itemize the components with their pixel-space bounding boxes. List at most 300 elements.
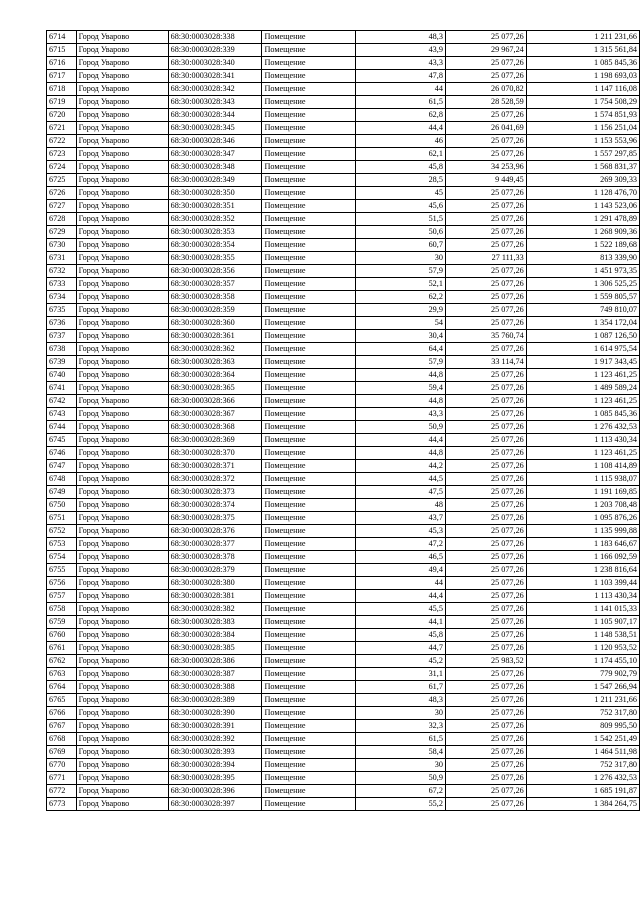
table-row (47, 447, 640, 460)
unit-value-cell: 25 077,26 (445, 590, 526, 603)
unit-value-cell: 25 077,26 (445, 720, 526, 733)
locality-cell: Город Уварово (76, 408, 168, 421)
area-cell: 32,3 (355, 720, 445, 733)
object-type-cell: Помещение (262, 70, 355, 83)
row-number-cell: 6743 (47, 408, 77, 421)
object-type-cell: Помещение (262, 317, 355, 330)
object-type-cell: Помещение (262, 603, 355, 616)
unit-value-cell: 27 111,33 (445, 252, 526, 265)
row-number-cell: 6719 (47, 96, 77, 109)
table-row (47, 603, 640, 616)
locality-cell: Город Уварово (76, 382, 168, 395)
row-number-cell: 6738 (47, 343, 77, 356)
table-row (47, 239, 640, 252)
locality-cell: Город Уварово (76, 57, 168, 70)
table-row (47, 759, 640, 772)
property-table (46, 30, 640, 811)
unit-value-cell: 25 077,26 (445, 369, 526, 382)
cadastral-value-cell: 749 810,07 (526, 304, 639, 317)
cadastral-number-cell: 68:30:0003028:373 (168, 486, 262, 499)
cadastral-number-cell: 68:30:0003028:378 (168, 551, 262, 564)
area-cell: 45,6 (355, 200, 445, 213)
row-number-cell: 6751 (47, 512, 77, 525)
row-number-cell: 6747 (47, 460, 77, 473)
cadastral-value-cell: 1 568 831,37 (526, 161, 639, 174)
unit-value-cell: 25 077,26 (445, 434, 526, 447)
unit-value-cell: 25 077,26 (445, 733, 526, 746)
table-row (47, 200, 640, 213)
locality-cell: Город Уварово (76, 447, 168, 460)
table-row (47, 707, 640, 720)
cadastral-value-cell: 1 174 455,10 (526, 655, 639, 668)
row-number-cell: 6772 (47, 785, 77, 798)
unit-value-cell: 25 077,26 (445, 577, 526, 590)
table-row (47, 122, 640, 135)
object-type-cell: Помещение (262, 109, 355, 122)
cadastral-number-cell: 68:30:0003028:363 (168, 356, 262, 369)
area-cell: 47,2 (355, 538, 445, 551)
cadastral-number-cell: 68:30:0003028:391 (168, 720, 262, 733)
unit-value-cell: 25 077,26 (445, 304, 526, 317)
area-cell: 62,1 (355, 148, 445, 161)
object-type-cell: Помещение (262, 564, 355, 577)
unit-value-cell: 25 077,26 (445, 798, 526, 811)
locality-cell: Город Уварово (76, 733, 168, 746)
object-type-cell: Помещение (262, 239, 355, 252)
object-type-cell: Помещение (262, 174, 355, 187)
row-number-cell: 6736 (47, 317, 77, 330)
cadastral-value-cell: 1 268 909,36 (526, 226, 639, 239)
cadastral-number-cell: 68:30:0003028:385 (168, 642, 262, 655)
row-number-cell: 6765 (47, 694, 77, 707)
table-row (47, 109, 640, 122)
unit-value-cell: 25 077,26 (445, 551, 526, 564)
object-type-cell: Помещение (262, 473, 355, 486)
unit-value-cell: 25 077,26 (445, 707, 526, 720)
cadastral-number-cell: 68:30:0003028:388 (168, 681, 262, 694)
table-row (47, 668, 640, 681)
locality-cell: Город Уварово (76, 109, 168, 122)
area-cell: 30 (355, 707, 445, 720)
table-row (47, 538, 640, 551)
unit-value-cell: 25 077,26 (445, 187, 526, 200)
unit-value-cell: 25 077,26 (445, 278, 526, 291)
locality-cell: Город Уварово (76, 174, 168, 187)
cadastral-number-cell: 68:30:0003028:364 (168, 369, 262, 382)
cadastral-value-cell: 1 085 845,36 (526, 57, 639, 70)
area-cell: 28,5 (355, 174, 445, 187)
row-number-cell: 6715 (47, 44, 77, 57)
row-number-cell: 6757 (47, 590, 77, 603)
table-row (47, 291, 640, 304)
row-number-cell: 6734 (47, 291, 77, 304)
cadastral-value-cell: 1 291 478,89 (526, 213, 639, 226)
object-type-cell: Помещение (262, 395, 355, 408)
cadastral-value-cell: 1 489 589,24 (526, 382, 639, 395)
cadastral-value-cell: 1 211 231,66 (526, 694, 639, 707)
object-type-cell: Помещение (262, 278, 355, 291)
table-row (47, 642, 640, 655)
cadastral-number-cell: 68:30:0003028:340 (168, 57, 262, 70)
cadastral-number-cell: 68:30:0003028:341 (168, 70, 262, 83)
cadastral-number-cell: 68:30:0003028:392 (168, 733, 262, 746)
cadastral-value-cell: 1 754 508,29 (526, 96, 639, 109)
locality-cell: Город Уварово (76, 434, 168, 447)
cadastral-value-cell: 1 103 399,44 (526, 577, 639, 590)
unit-value-cell: 25 077,26 (445, 135, 526, 148)
cadastral-value-cell: 1 557 297,85 (526, 148, 639, 161)
cadastral-value-cell: 1 148 538,51 (526, 629, 639, 642)
row-number-cell: 6728 (47, 213, 77, 226)
object-type-cell: Помещение (262, 629, 355, 642)
area-cell: 44,4 (355, 590, 445, 603)
area-cell: 61,5 (355, 733, 445, 746)
locality-cell: Город Уварово (76, 798, 168, 811)
table-row (47, 135, 640, 148)
row-number-cell: 6720 (47, 109, 77, 122)
table-row (47, 733, 640, 746)
table-row (47, 629, 640, 642)
locality-cell: Город Уварово (76, 772, 168, 785)
unit-value-cell: 25 077,26 (445, 694, 526, 707)
table-row (47, 161, 640, 174)
locality-cell: Город Уварово (76, 785, 168, 798)
cadastral-number-cell: 68:30:0003028:371 (168, 460, 262, 473)
cadastral-number-cell: 68:30:0003028:347 (168, 148, 262, 161)
locality-cell: Город Уварово (76, 161, 168, 174)
area-cell: 44,4 (355, 122, 445, 135)
unit-value-cell: 25 077,26 (445, 265, 526, 278)
cadastral-value-cell: 752 317,80 (526, 759, 639, 772)
object-type-cell: Помещение (262, 525, 355, 538)
cadastral-value-cell: 1 108 414,89 (526, 460, 639, 473)
cadastral-value-cell: 1 123 461,25 (526, 447, 639, 460)
area-cell: 62,8 (355, 109, 445, 122)
cadastral-number-cell: 68:30:0003028:344 (168, 109, 262, 122)
cadastral-value-cell: 1 143 523,06 (526, 200, 639, 213)
locality-cell: Город Уварово (76, 278, 168, 291)
unit-value-cell: 25 077,26 (445, 226, 526, 239)
row-number-cell: 6717 (47, 70, 77, 83)
area-cell: 44,5 (355, 473, 445, 486)
object-type-cell: Помещение (262, 694, 355, 707)
cadastral-number-cell: 68:30:0003028:345 (168, 122, 262, 135)
cadastral-number-cell: 68:30:0003028:359 (168, 304, 262, 317)
object-type-cell: Помещение (262, 447, 355, 460)
table-row (47, 187, 640, 200)
object-type-cell: Помещение (262, 57, 355, 70)
unit-value-cell: 25 077,26 (445, 291, 526, 304)
cadastral-number-cell: 68:30:0003028:382 (168, 603, 262, 616)
cadastral-value-cell: 1 384 264,75 (526, 798, 639, 811)
table-row (47, 486, 640, 499)
row-number-cell: 6740 (47, 369, 77, 382)
locality-cell: Город Уварово (76, 577, 168, 590)
table-row (47, 395, 640, 408)
locality-cell: Город Уварово (76, 694, 168, 707)
cadastral-number-cell: 68:30:0003028:387 (168, 668, 262, 681)
locality-cell: Город Уварово (76, 473, 168, 486)
table-row (47, 460, 640, 473)
row-number-cell: 6714 (47, 31, 77, 44)
cadastral-value-cell: 1 522 189,68 (526, 239, 639, 252)
area-cell: 45,8 (355, 161, 445, 174)
object-type-cell: Помещение (262, 746, 355, 759)
row-number-cell: 6733 (47, 278, 77, 291)
locality-cell: Город Уварово (76, 265, 168, 278)
cadastral-value-cell: 1 211 231,66 (526, 31, 639, 44)
cadastral-value-cell: 1 135 999,88 (526, 525, 639, 538)
cadastral-value-cell: 809 995,50 (526, 720, 639, 733)
area-cell: 44,4 (355, 434, 445, 447)
table-row (47, 304, 640, 317)
locality-cell: Город Уварово (76, 499, 168, 512)
table-row (47, 798, 640, 811)
area-cell: 58,4 (355, 746, 445, 759)
object-type-cell: Помещение (262, 83, 355, 96)
locality-cell: Город Уварово (76, 746, 168, 759)
unit-value-cell: 25 077,26 (445, 629, 526, 642)
unit-value-cell: 25 077,26 (445, 317, 526, 330)
object-type-cell: Помещение (262, 720, 355, 733)
cadastral-number-cell: 68:30:0003028:348 (168, 161, 262, 174)
cadastral-value-cell: 1 156 251,04 (526, 122, 639, 135)
unit-value-cell: 25 077,26 (445, 499, 526, 512)
cadastral-number-cell: 68:30:0003028:346 (168, 135, 262, 148)
table-row (47, 681, 640, 694)
area-cell: 43,3 (355, 57, 445, 70)
locality-cell: Город Уварово (76, 317, 168, 330)
table-row (47, 564, 640, 577)
locality-cell: Город Уварово (76, 239, 168, 252)
table-row (47, 720, 640, 733)
locality-cell: Город Уварово (76, 681, 168, 694)
locality-cell: Город Уварово (76, 356, 168, 369)
cadastral-value-cell: 1 113 430,34 (526, 590, 639, 603)
cadastral-value-cell: 1 559 805,57 (526, 291, 639, 304)
cadastral-value-cell: 1 153 553,96 (526, 135, 639, 148)
table-row (47, 499, 640, 512)
row-number-cell: 6744 (47, 421, 77, 434)
table-row (47, 252, 640, 265)
unit-value-cell: 25 077,26 (445, 668, 526, 681)
table-row (47, 785, 640, 798)
area-cell: 43,9 (355, 44, 445, 57)
object-type-cell: Помещение (262, 161, 355, 174)
cadastral-value-cell: 1 542 251,49 (526, 733, 639, 746)
unit-value-cell: 25 077,26 (445, 642, 526, 655)
cadastral-number-cell: 68:30:0003028:370 (168, 447, 262, 460)
unit-value-cell: 25 077,26 (445, 148, 526, 161)
table-row (47, 356, 640, 369)
table-row (47, 343, 640, 356)
locality-cell: Город Уварово (76, 395, 168, 408)
area-cell: 50,6 (355, 226, 445, 239)
locality-cell: Город Уварово (76, 330, 168, 343)
locality-cell: Город Уварово (76, 512, 168, 525)
object-type-cell: Помещение (262, 291, 355, 304)
cadastral-number-cell: 68:30:0003028:355 (168, 252, 262, 265)
table-row (47, 421, 640, 434)
object-type-cell: Помещение (262, 681, 355, 694)
cadastral-value-cell: 1 276 432,53 (526, 421, 639, 434)
unit-value-cell: 25 077,26 (445, 512, 526, 525)
locality-cell: Город Уварово (76, 304, 168, 317)
cadastral-number-cell: 68:30:0003028:365 (168, 382, 262, 395)
cadastral-number-cell: 68:30:0003028:357 (168, 278, 262, 291)
table-row (47, 44, 640, 57)
area-cell: 44,8 (355, 369, 445, 382)
row-number-cell: 6726 (47, 187, 77, 200)
row-number-cell: 6767 (47, 720, 77, 733)
area-cell: 47,8 (355, 70, 445, 83)
locality-cell: Город Уварово (76, 369, 168, 382)
table-body (47, 31, 640, 811)
locality-cell: Город Уварово (76, 187, 168, 200)
area-cell: 43,3 (355, 408, 445, 421)
area-cell: 30 (355, 252, 445, 265)
object-type-cell: Помещение (262, 733, 355, 746)
cadastral-number-cell: 68:30:0003028:353 (168, 226, 262, 239)
object-type-cell: Помещение (262, 44, 355, 57)
area-cell: 31,1 (355, 668, 445, 681)
table-row (47, 473, 640, 486)
row-number-cell: 6753 (47, 538, 77, 551)
area-cell: 61,7 (355, 681, 445, 694)
cadastral-value-cell: 752 317,80 (526, 707, 639, 720)
area-cell: 45,2 (355, 655, 445, 668)
row-number-cell: 6756 (47, 577, 77, 590)
table-row (47, 226, 640, 239)
area-cell: 43,7 (355, 512, 445, 525)
unit-value-cell: 25 077,26 (445, 746, 526, 759)
cadastral-number-cell: 68:30:0003028:377 (168, 538, 262, 551)
cadastral-number-cell: 68:30:0003028:360 (168, 317, 262, 330)
cadastral-value-cell: 1 147 116,08 (526, 83, 639, 96)
locality-cell: Город Уварово (76, 200, 168, 213)
cadastral-value-cell: 1 115 938,07 (526, 473, 639, 486)
row-number-cell: 6718 (47, 83, 77, 96)
table-row (47, 57, 640, 70)
cadastral-value-cell: 1 113 430,34 (526, 434, 639, 447)
area-cell: 48,3 (355, 31, 445, 44)
row-number-cell: 6724 (47, 161, 77, 174)
row-number-cell: 6764 (47, 681, 77, 694)
unit-value-cell: 25 077,26 (445, 616, 526, 629)
area-cell: 44,1 (355, 616, 445, 629)
unit-value-cell: 29 967,24 (445, 44, 526, 57)
locality-cell: Город Уварово (76, 551, 168, 564)
locality-cell: Город Уварово (76, 616, 168, 629)
object-type-cell: Помещение (262, 655, 355, 668)
locality-cell: Город Уварово (76, 590, 168, 603)
area-cell: 45 (355, 187, 445, 200)
unit-value-cell: 34 253,96 (445, 161, 526, 174)
cadastral-number-cell: 68:30:0003028:368 (168, 421, 262, 434)
table-row (47, 369, 640, 382)
cadastral-number-cell: 68:30:0003028:386 (168, 655, 262, 668)
locality-cell: Город Уварово (76, 70, 168, 83)
table-row (47, 525, 640, 538)
area-cell: 55,2 (355, 798, 445, 811)
locality-cell: Город Уварово (76, 629, 168, 642)
object-type-cell: Помещение (262, 577, 355, 590)
cadastral-number-cell: 68:30:0003028:343 (168, 96, 262, 109)
locality-cell: Город Уварово (76, 213, 168, 226)
table-row (47, 512, 640, 525)
unit-value-cell: 25 077,26 (445, 31, 526, 44)
unit-value-cell: 33 114,74 (445, 356, 526, 369)
object-type-cell: Помещение (262, 421, 355, 434)
unit-value-cell: 25 077,26 (445, 239, 526, 252)
cadastral-value-cell: 1 087 126,50 (526, 330, 639, 343)
unit-value-cell: 25 077,26 (445, 564, 526, 577)
table-row (47, 772, 640, 785)
row-number-cell: 6770 (47, 759, 77, 772)
row-number-cell: 6729 (47, 226, 77, 239)
table-row (47, 330, 640, 343)
locality-cell: Город Уварово (76, 343, 168, 356)
table-row (47, 70, 640, 83)
row-number-cell: 6735 (47, 304, 77, 317)
unit-value-cell: 25 077,26 (445, 759, 526, 772)
table-row (47, 434, 640, 447)
cadastral-number-cell: 68:30:0003028:390 (168, 707, 262, 720)
locality-cell: Город Уварово (76, 759, 168, 772)
object-type-cell: Помещение (262, 538, 355, 551)
row-number-cell: 6773 (47, 798, 77, 811)
area-cell: 29,9 (355, 304, 445, 317)
object-type-cell: Помещение (262, 343, 355, 356)
table-row (47, 655, 640, 668)
row-number-cell: 6722 (47, 135, 77, 148)
locality-cell: Город Уварово (76, 655, 168, 668)
locality-cell: Город Уварово (76, 642, 168, 655)
row-number-cell: 6761 (47, 642, 77, 655)
unit-value-cell: 25 077,26 (445, 57, 526, 70)
locality-cell: Город Уварово (76, 720, 168, 733)
unit-value-cell: 25 077,26 (445, 538, 526, 551)
row-number-cell: 6750 (47, 499, 77, 512)
cadastral-number-cell: 68:30:0003028:361 (168, 330, 262, 343)
row-number-cell: 6748 (47, 473, 77, 486)
cadastral-value-cell: 1 917 343,45 (526, 356, 639, 369)
area-cell: 57,9 (355, 356, 445, 369)
area-cell: 46 (355, 135, 445, 148)
object-type-cell: Помещение (262, 200, 355, 213)
cadastral-value-cell: 1 128 476,70 (526, 187, 639, 200)
area-cell: 52,1 (355, 278, 445, 291)
area-cell: 44,8 (355, 395, 445, 408)
object-type-cell: Помещение (262, 668, 355, 681)
object-type-cell: Помещение (262, 31, 355, 44)
locality-cell: Город Уварово (76, 44, 168, 57)
object-type-cell: Помещение (262, 642, 355, 655)
locality-cell: Город Уварово (76, 135, 168, 148)
cadastral-number-cell: 68:30:0003028:349 (168, 174, 262, 187)
cadastral-value-cell: 779 902,79 (526, 668, 639, 681)
cadastral-number-cell: 68:30:0003028:397 (168, 798, 262, 811)
area-cell: 45,8 (355, 629, 445, 642)
unit-value-cell: 25 077,26 (445, 382, 526, 395)
row-number-cell: 6732 (47, 265, 77, 278)
area-cell: 64,4 (355, 343, 445, 356)
cadastral-value-cell: 269 309,33 (526, 174, 639, 187)
cadastral-value-cell: 1 451 973,35 (526, 265, 639, 278)
cadastral-number-cell: 68:30:0003028:358 (168, 291, 262, 304)
unit-value-cell: 25 077,26 (445, 70, 526, 83)
table-row (47, 278, 640, 291)
